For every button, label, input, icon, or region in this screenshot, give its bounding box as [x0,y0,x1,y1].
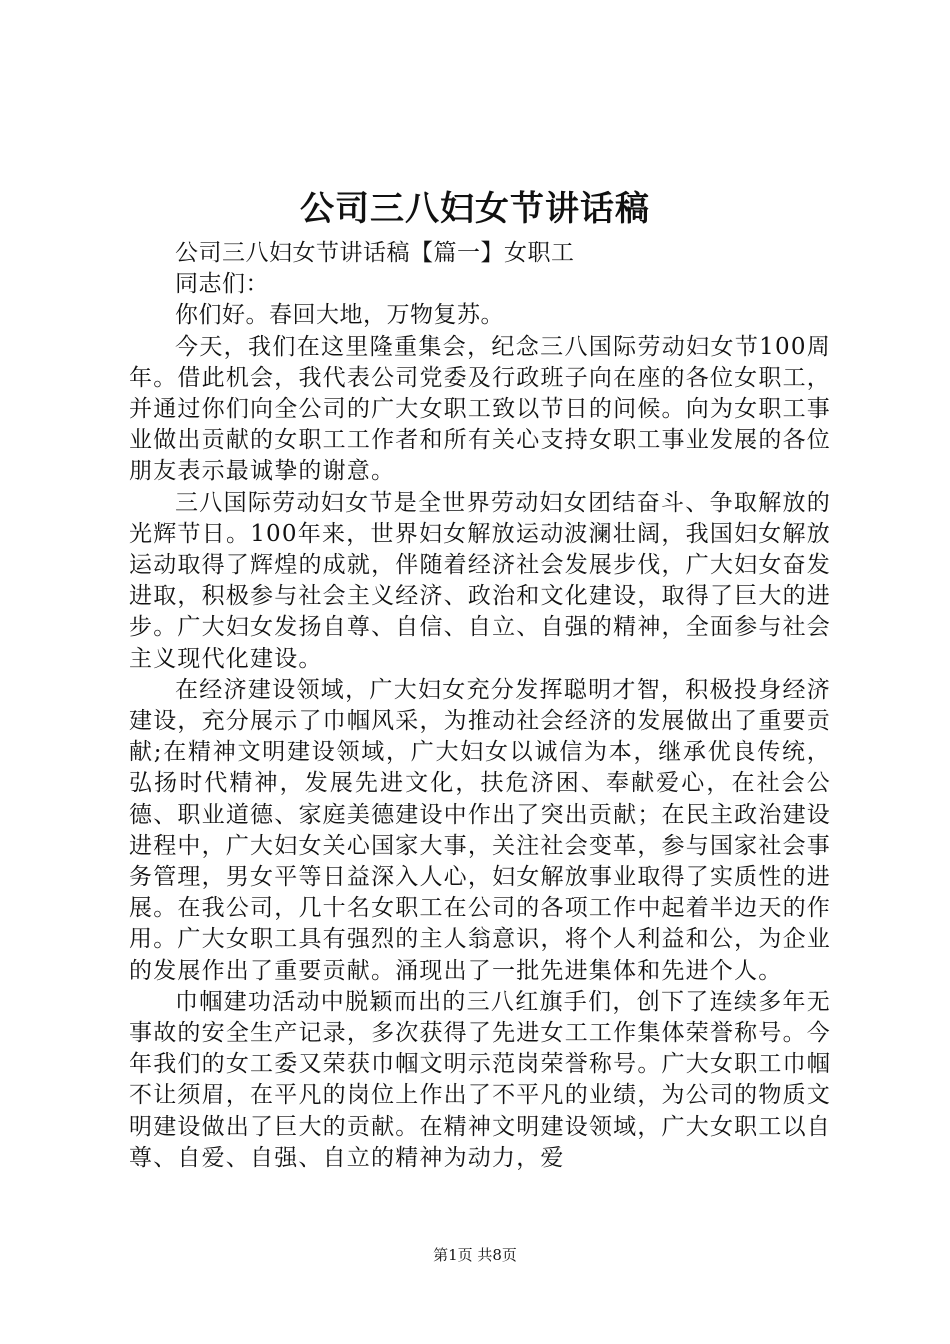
paragraph: 今天，我们在这里隆重集会，纪念三八国际劳动妇女节100周年。借此机会，我代表公司党委及行政班子向在座的各位女职工，并通过你们向全公司的广大女职工致以节日的问候。向为女职工事业做出贡献的女职工工作者和所有关心支持女职工事业发展的各位朋友表示最诚挚的谢意。 [129,333,831,485]
paragraph: 巾帼建功活动中脱颖而出的三八红旗手们，创下了连续多年无事故的安全生产记录，多次获得了先进女工工作集体荣誉称号。今年我们的女工委又荣获巾帼文明示范岗荣誉称号。广大女职工巾帼不让须眉，在平凡的岗位上作出了不平凡的业绩，为公司的物质文明建设做出了巨大的贡献。在精神文明建设领域，广大女职工以自尊、自爱、自强、自立的精神为动力，爱 [129,988,831,1171]
paragraph-heading-line: 公司三八妇女节讲话稿【篇一】女职工 [175,240,575,266]
paragraph: 三八国际劳动妇女节是全世界劳动妇女团结奋斗、争取解放的光辉节日。100年来，世界妇女解放运动波澜壮阔，我国妇女解放运动取得了辉煌的成就，伴随着经济社会发展步伐，广大妇女奋发进取，积极参与社会主义经济、政治和文化建设，取得了巨大的进步。广大妇女发扬自尊、自信、自立、自强的精神，全面参与社会主义现代化建设。 [129,489,831,672]
paragraph-greeting: 你们好。春回大地，万物复苏。 [175,302,504,329]
paragraph: 在经济建设领域，广大妇女充分发挥聪明才智，积极投身经济建设，充分展示了巾帼风采，为推动社会经济的发展做出了重要贡献;在精神文明建设领域，广大妇女以诚信为本，继承优良传统，弘扬时代精神，发展先进文化，扶危济困、奉献爱心，在社会公德、职业道德、家庭美德建设中作出了突出贡献；在民主政治建设进程中，广大妇女关心国家大事，关注社会变革，参与国家社会事务管理，男女平等日益深入人心，妇女解放事业取得了实质性的进展。在我公司，几十名女职工在公司的各项工作中起着半边天的作用。广大女职工具有强烈的主人翁意识，将个人利益和公，为企业的发展作出了重要贡献。涌现出了一批先进集体和先进个人。 [129,676,831,984]
document-body [129,238,831,1174]
page-number-footer: 第1页 共8页 [433,1246,517,1264]
document-title: 公司三八妇女节讲话稿 [300,189,650,229]
paragraph-salutation: 同志们： [175,271,269,298]
